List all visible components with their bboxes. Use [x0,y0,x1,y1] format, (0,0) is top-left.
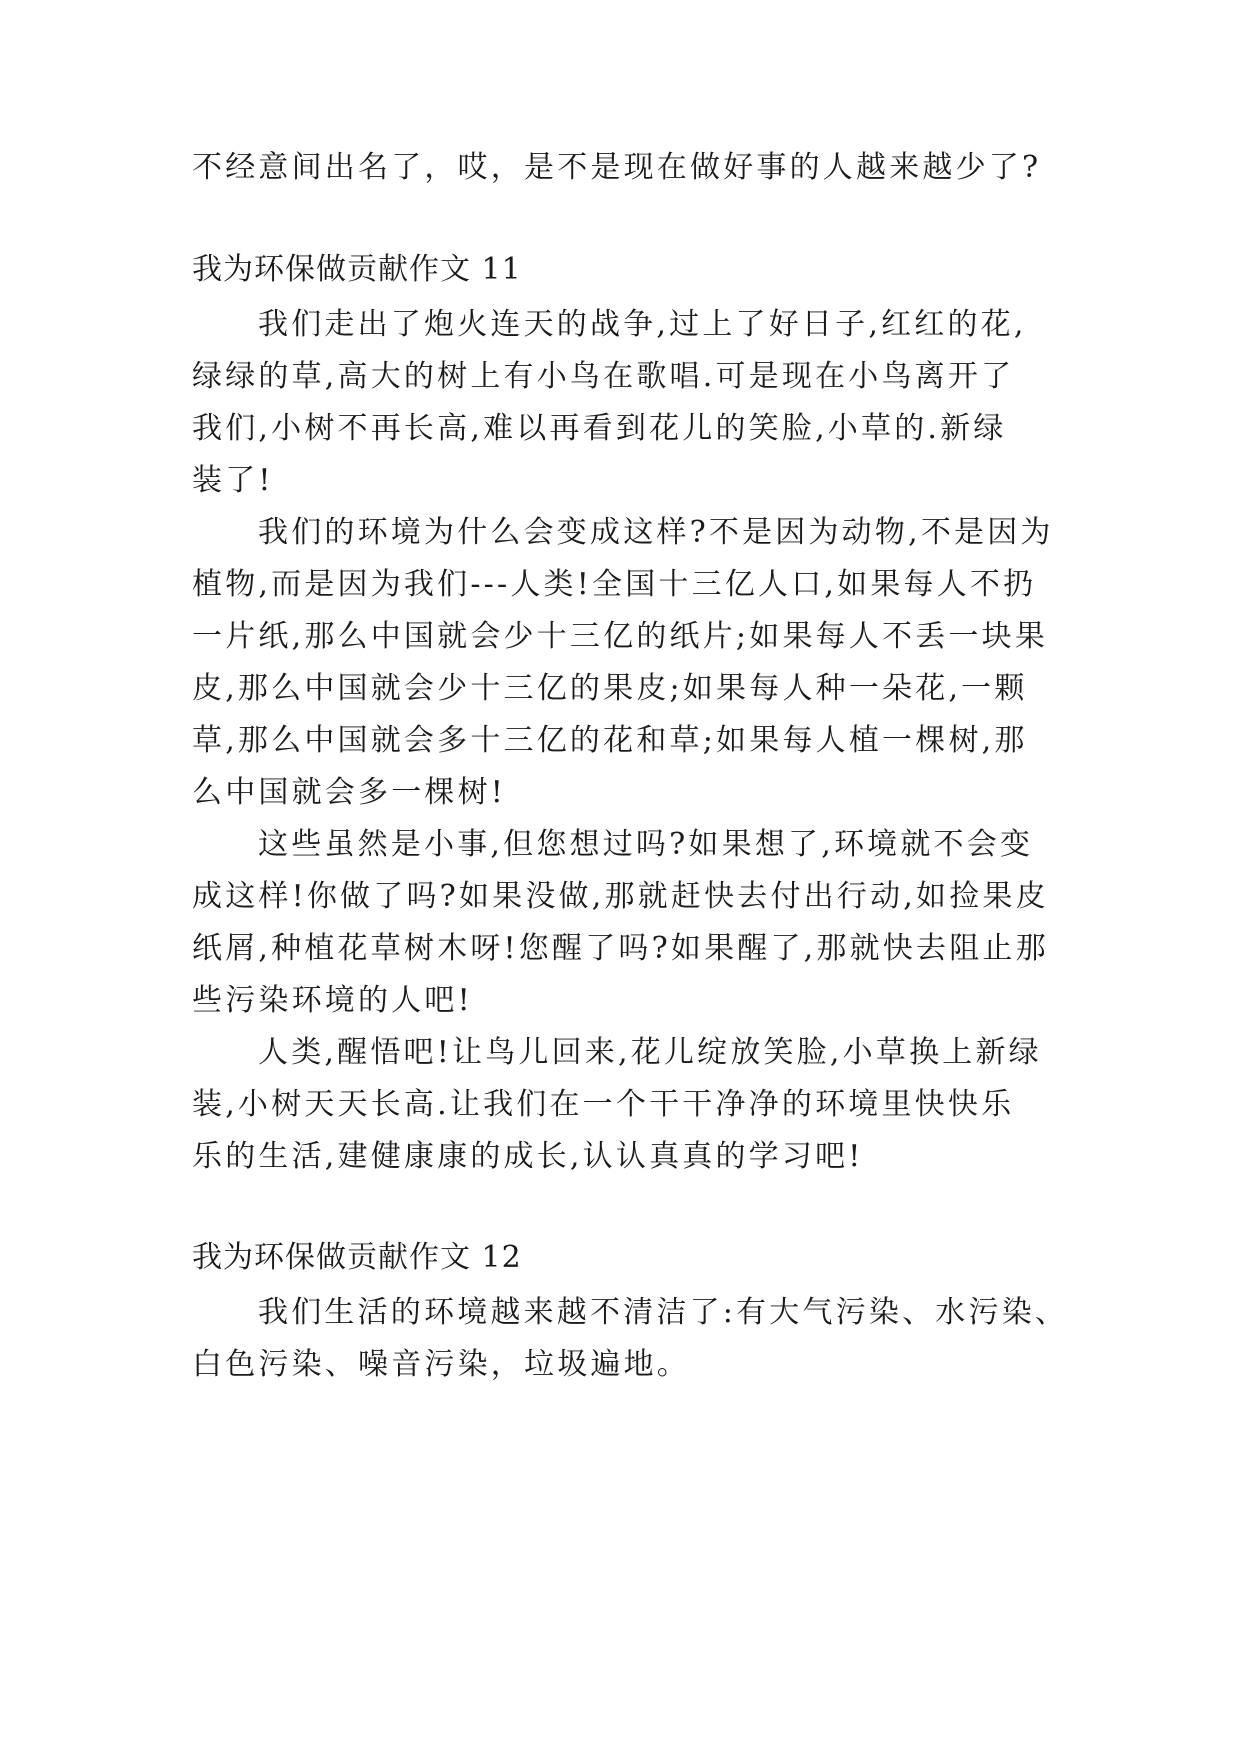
text-line: 绿绿的草,高大的树上有小鸟在歌唱.可是现在小鸟离开了 [192,359,1015,394]
text-line: 皮,那么中国就会少十三亿的果皮;如果每人种一朵花,一颗 [192,671,1028,706]
text-line: 这些虽然是小事,但您想过吗?如果想了,环境就不会变 [258,827,1034,862]
text-line: 我们的环境为什么会变成这样?不是因为动物,不是因为 [258,515,1054,550]
text-line: 一片纸,那么中国就会少十三亿的纸片;如果每人不丢一块果 [192,619,1049,654]
text-line: 草,那么中国就会多十三亿的花和草;如果每人植一棵树,那 [192,723,1028,758]
text-line: 人类,醒悟吧!让鸟儿回来,花儿绽放笑脸,小草换上新绿 [258,1035,1042,1070]
text-line: 些污染环境的人吧! [192,983,473,1018]
text-line: 纸屑,种植花草树木呀!您醒了吗?如果醒了,那就快去阻止那 [192,931,1049,966]
text-line: 装了! [192,463,274,498]
text-line: 乐的生活,建健康康的成长,认认真真的学习吧! [192,1139,864,1174]
essay-heading-12: 我为环保做贡献作文 12 [192,1240,522,1275]
text-line: 么中国就会多一棵树! [192,775,507,810]
text-line: 成这样!你做了吗?如果没做,那就赶快去付出行动,如捡果皮 [192,879,1049,914]
text-line: 不经意间出名了，哎，是不是现在做好事的人越来越少了? [192,150,1042,185]
text-line: 白色污染、噪音污染，垃圾遍地。 [192,1347,690,1382]
text-line: 植物,而是因为我们---人类!全国十三亿人口,如果每人不扔 [192,567,1037,602]
text-line: 我们走出了炮火连天的战争,过上了好日子,红红的花, [258,307,1027,342]
text-line: 我们,小树不再长高,难以再看到花儿的笑脸,小草的.新绿 [192,411,1007,446]
text-line: 我们生活的环境越来越不清洁了:有大气污染、水污染、 [258,1295,1069,1330]
text-line: 装,小树天天长高.让我们在一个干干净净的环境里快快乐 [192,1087,1015,1122]
essay-heading-11: 我为环保做贡献作文 11 [192,252,522,287]
